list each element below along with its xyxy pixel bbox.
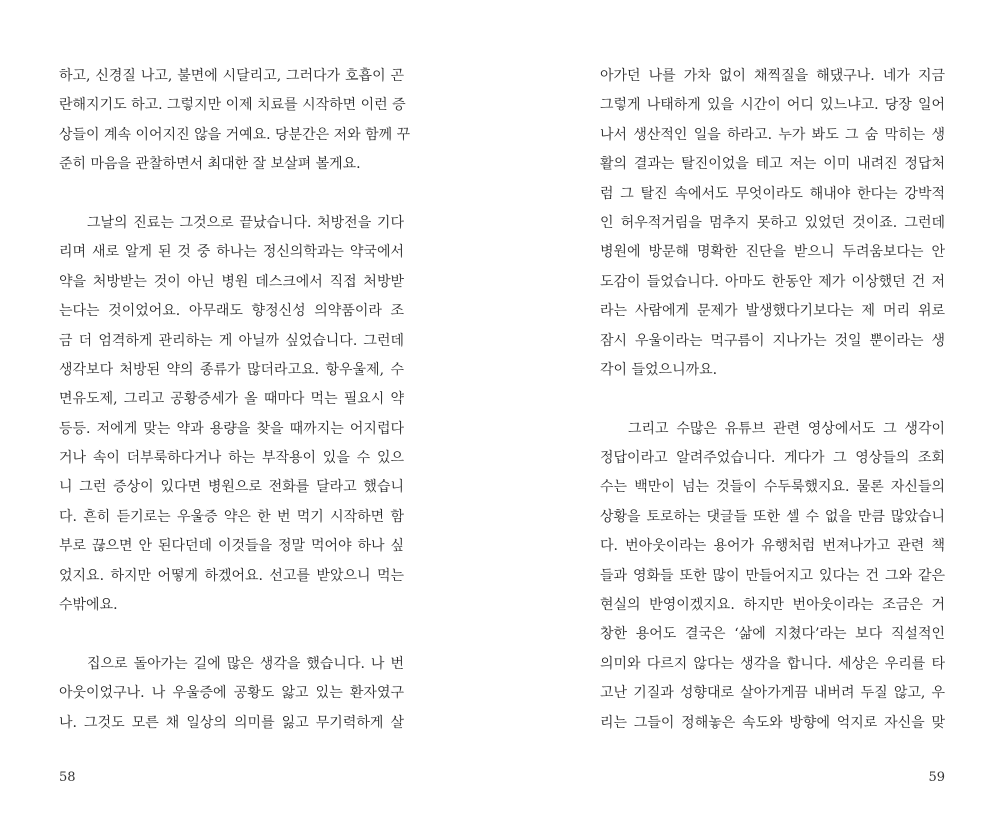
text-line: 아웃이었구나. 나 우울증에 공황도 앓고 있는 환자였구 xyxy=(59,685,404,702)
paragraph-spacer xyxy=(59,180,404,209)
text-line: 란해지기도 하고. 그렇지만 이제 치료를 시작하면 이런 증 xyxy=(59,97,406,114)
text-line: 그렇게 나태하게 있을 시간이 어디 있느냐고. 당장 일어 xyxy=(600,97,945,114)
text-line: 도감이 들었습니다. 아마도 한동안 제가 이상했던 건 저 xyxy=(600,273,945,290)
text-line: 집으로 돌아가는 길에 많은 생각을 했습니다. 나 번 xyxy=(87,655,404,672)
text-line: 나. 그것도 모른 채 일상의 의미를 잃고 무기력하게 살 xyxy=(59,714,404,731)
text-line: 거나 속이 더부룩하다거나 하는 부작용이 있을 수 있으 xyxy=(59,450,404,467)
text-line: 그날의 진료는 그것으로 끝났습니다. 처방전을 기다 xyxy=(87,214,404,231)
text-line: 라는 사람에게 문제가 발생했다기보다는 제 머리 위로 xyxy=(600,303,945,320)
text-line: 리며 새로 알게 된 것 중 하나는 정신의학과는 약국에서 xyxy=(59,244,404,261)
text-line: 상황을 토로하는 댓글들 또한 셀 수 없을 만큼 많았습니 xyxy=(600,508,945,525)
text-line: 생각보다 처방된 약의 종류가 많더라고요. 항우울제, 수 xyxy=(59,361,404,378)
text-line: 리는 그들이 정해놓은 속도와 방향에 억지로 자신을 맞 xyxy=(600,714,945,731)
text-line: 수는 백만이 넘는 것들이 수두룩했지요. 물론 자신들의 xyxy=(600,479,945,496)
text-line: 면유도제, 그리고 공황증세가 올 때마다 먹는 필요시 약 xyxy=(59,391,404,408)
text-line: 병원에 방문해 명확한 진단을 받으니 두려움보다는 안 xyxy=(600,244,945,261)
text-line: 었지요. 하지만 어떻게 하겠어요. 선고를 받았으니 먹는 xyxy=(59,567,404,584)
paragraph xyxy=(600,62,945,385)
text-line: 금 더 엄격하게 관리하는 게 아닐까 싶었습니다. 그런데 xyxy=(59,332,404,349)
text-line: 다. 번아웃이라는 용어가 유행처럼 번져나가고 관련 책 xyxy=(600,538,945,555)
right-page xyxy=(600,0,945,831)
paragraph xyxy=(59,209,404,620)
text-line: 준히 마음을 관찰하면서 최대한 잘 보살펴 볼게요. xyxy=(59,156,361,173)
text-line: 창한 용어도 결국은 ‘삶에 지쳤다’라는 보다 직설적인 xyxy=(600,626,945,643)
text-line: 고난 기질과 성향대로 살아가게끔 내버려 두질 않고, 우 xyxy=(600,685,945,702)
paragraph-spacer xyxy=(59,620,404,649)
text-line: 활의 결과는 탈진이었을 테고 저는 이미 내려진 정답처 xyxy=(600,156,945,173)
text-line: 는다는 것이었어요. 아무래도 향정신성 의약품이라 조 xyxy=(59,303,404,320)
left-page xyxy=(59,0,411,831)
right-page-body xyxy=(600,62,945,738)
text-line: 현실의 반영이겠지요. 하지만 번아웃이라는 조금은 거 xyxy=(600,597,945,614)
left-page-body xyxy=(59,62,411,738)
text-line: 아가던 나를 가차 없이 채찍질을 해댔구나. 네가 지금 xyxy=(600,68,945,84)
page-number-left: 58 xyxy=(59,770,76,785)
paragraph xyxy=(59,650,404,738)
paragraph xyxy=(600,415,945,738)
paragraph-spacer xyxy=(600,385,945,414)
text-line: 인 허우적거림을 멈추지 못하고 있었던 것이죠. 그런데 xyxy=(600,214,945,231)
text-line: 하고, 신경질 나고, 불면에 시달리고, 그러다가 호흡이 곤 xyxy=(59,68,404,84)
text-line: 부로 끊으면 안 된다던데 이것들을 정말 먹어야 하나 싶 xyxy=(59,538,404,555)
text-line: 나서 생산적인 일을 하라고. 누가 봐도 그 숨 막히는 생 xyxy=(600,126,945,143)
text-line: 정답이라고 알려주었습니다. 게다가 그 영상들의 조회 xyxy=(600,450,945,467)
text-line: 럼 그 탈진 속에서도 무엇이라도 해내야 한다는 강박적 xyxy=(600,185,945,202)
text-line: 등등. 저에게 맞는 약과 용량을 찾을 때까지는 어지럽다 xyxy=(59,420,404,437)
paragraph xyxy=(59,62,411,180)
text-line: 각이 들었으니까요. xyxy=(600,361,718,378)
text-line: 약을 처방받는 것이 아닌 병원 데스크에서 직접 처방받 xyxy=(59,273,404,290)
text-line: 들과 영화들 또한 많이 만들어지고 있다는 건 그와 같은 xyxy=(600,567,945,584)
text-line: 니 그런 증상이 있다면 병원으로 전화를 달라고 했습니 xyxy=(59,479,404,496)
text-line: 다. 흔히 듣기로는 우울증 약은 한 번 먹기 시작하면 함 xyxy=(59,508,404,525)
text-line: 수밖에요. xyxy=(59,597,118,614)
text-line: 상들이 계속 이어지진 않을 거예요. 당분간은 저와 함께 꾸 xyxy=(59,126,411,143)
text-line: 의미와 다르지 않다는 생각을 합니다. 세상은 우리를 타 xyxy=(600,655,945,672)
text-line: 그리고 수많은 유튜브 관련 영상에서도 그 생각이 xyxy=(628,420,945,437)
page-number-right: 59 xyxy=(928,770,945,785)
text-line: 잠시 우울이라는 먹구름이 지나가는 것일 뿐이라는 생 xyxy=(600,332,945,349)
